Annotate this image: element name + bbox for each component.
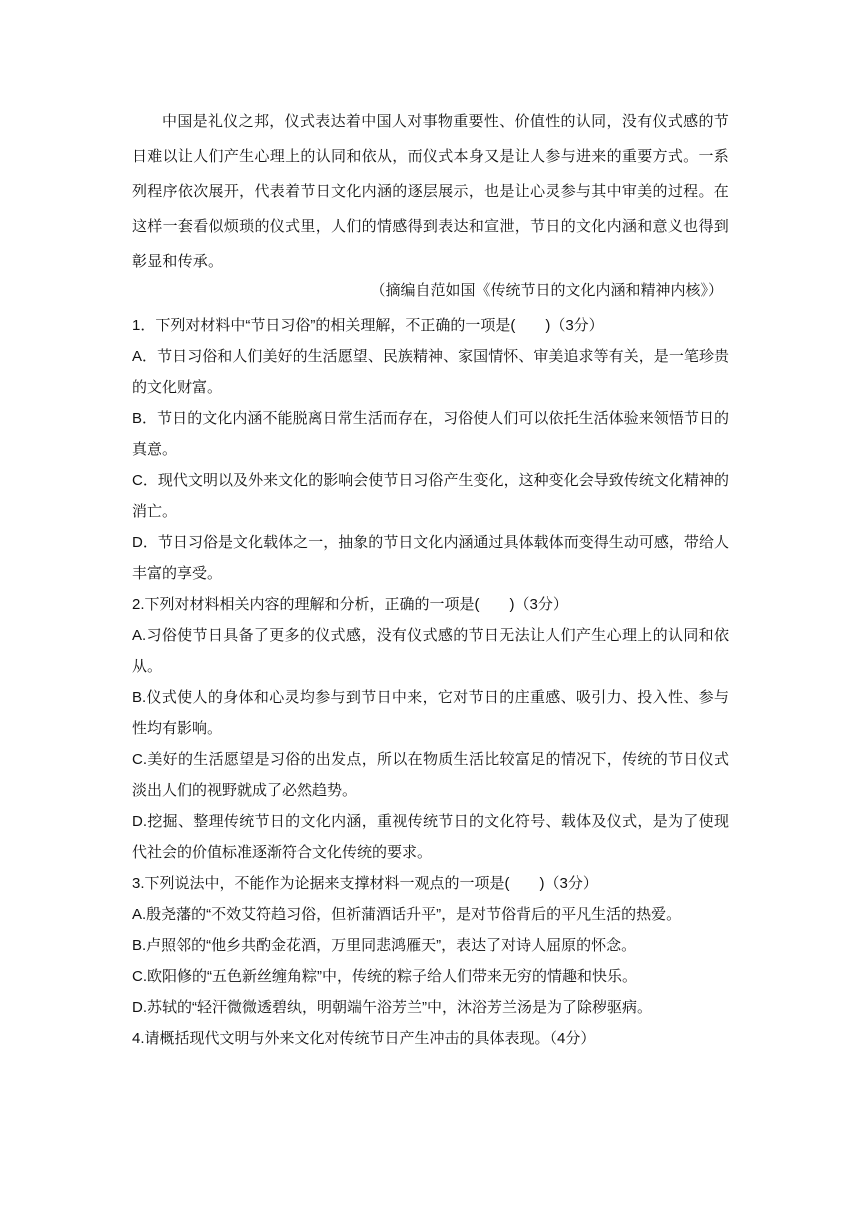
option-c: C．现代文明以及外来文化的影响会使节日习俗产生变化，这种变化会导致传统文化精神的消亡。	[132, 472, 729, 520]
question-3	[132, 868, 729, 1023]
question-4	[132, 1023, 729, 1054]
option-a: A.殷尧藩的“不效艾符趋习俗，但祈蒲酒话升平”，是对节俗背后的平凡生活的热爱。	[132, 906, 682, 923]
option-c: C.欧阳修的“五色新丝缠角粽”中，传统的粽子给人们带来无穷的情趣和快乐。	[132, 968, 637, 985]
question-stem: 2.下列对材料相关内容的理解和分析，正确的一项是( )（3分）	[132, 596, 568, 613]
passage-paragraph: 中国是礼仪之邦，仪式表达着中国人对事物重要性、价值性的认同，没有仪式感的节日难以让人们产生心理上的认同和依从，而仪式本身又是让人参与进来的重要方式。一系列程序依次展开，代表着节日文化内涵的逐层展示，也是让心灵参与其中审美的过程。在这样一套看似烦琐的仪式里，人们的情感得到表达和宣泄，节日的文化内涵和意义也得到彰显和传承。	[132, 112, 729, 270]
option-b: B.仪式使人的身体和心灵均参与到节日中来，它对节日的庄重感、吸引力、投入性、参与性均有影响。	[132, 689, 729, 737]
option-b: B．节日的文化内涵不能脱离日常生活而存在，习俗使人们可以依托生活体验来领悟节日的真意。	[132, 410, 729, 458]
option-b: B.卢照邻的“他乡共酌金花酒，万里同悲鸿雁天”，表达了对诗人屈原的怀念。	[132, 937, 637, 954]
option-d: D．节日习俗是文化载体之一，抽象的节日文化内涵通过具体载体而变得生动可感，带给人丰富的享受。	[132, 534, 729, 582]
question-stem: 1．下列对材料中“节日习俗”的相关理解，不正确的一项是( )（3分）	[132, 317, 604, 334]
option-d: D.苏轼的“轻汗微微透碧纨，明朝端午浴芳兰”中，沐浴芳兰汤是为了除秽驱病。	[132, 999, 652, 1016]
option-c: C.美好的生活愿望是习俗的出发点，所以在物质生活比较富足的情况下，传统的节日仪式淡出人们的视野就成了必然趋势。	[132, 751, 729, 799]
option-a: A．节日习俗和人们美好的生活愿望、民族精神、家国情怀、审美追求等有关，是一笔珍贵的文化财富。	[132, 348, 729, 396]
question-stem: 3.下列说法中，不能作为论据来支撑材料一观点的一项是( )（3分）	[132, 875, 598, 892]
option-d: D.挖掘、整理传统节日的文化内涵，重视传统节日的文化符号、载体及仪式，是为了使现代社会的价值标准逐渐符合文化传统的要求。	[132, 813, 729, 861]
citation: （摘编自范如国《传统节日的文化内涵和精神内核》）	[370, 281, 723, 299]
question-1	[132, 310, 729, 589]
option-a: A.习俗使节日具备了更多的仪式感，没有仪式感的节日无法让人们产生心理上的认同和依从。	[132, 627, 729, 675]
question-stem: 4.请概括现代文明与外来文化对传统节日产生冲击的具体表现。（4分）	[132, 1030, 596, 1047]
question-2	[132, 589, 729, 868]
question-list	[132, 310, 729, 1054]
